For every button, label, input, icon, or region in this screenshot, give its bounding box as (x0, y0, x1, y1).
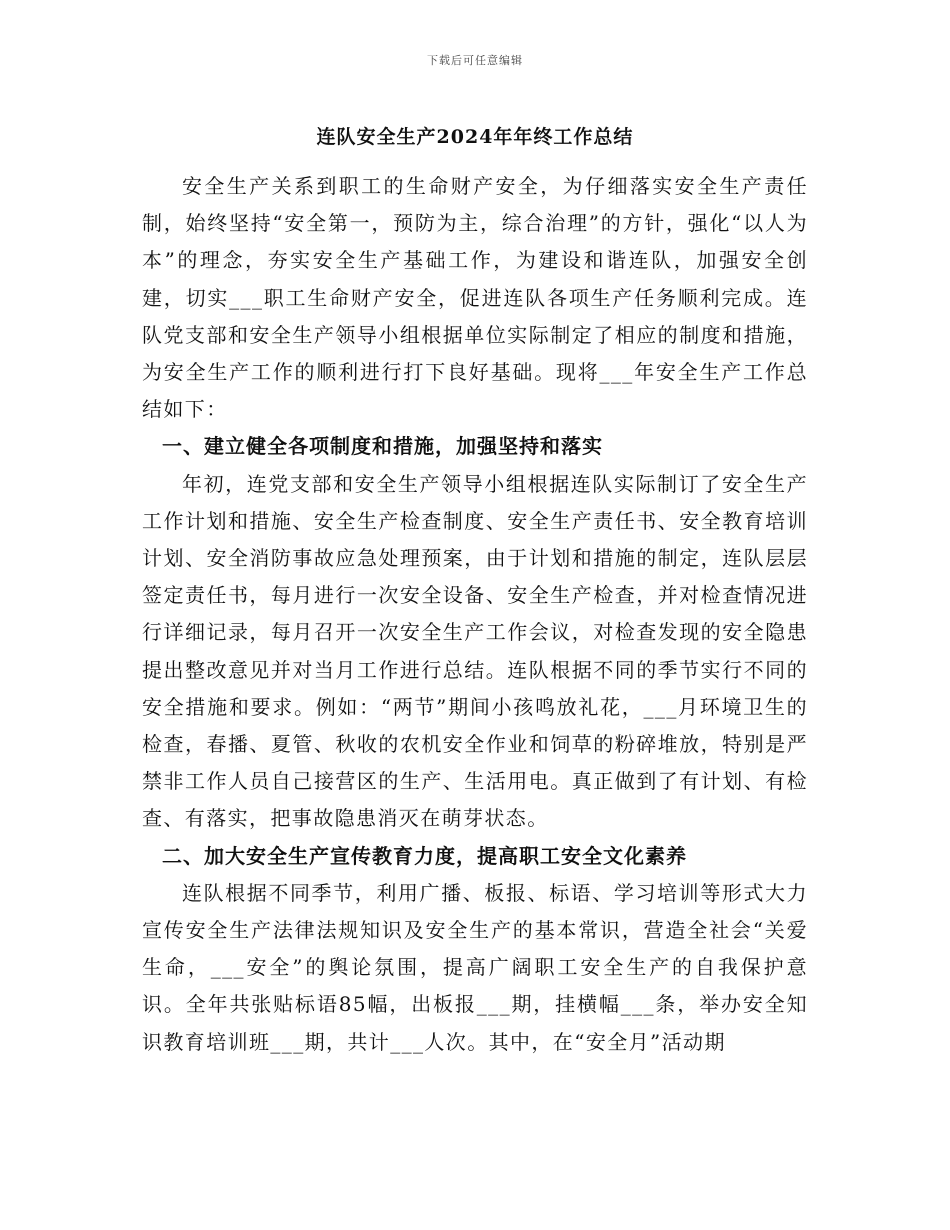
document-body (142, 168, 808, 1061)
paragraph-intro: 安全生产关系到职工的生命财产安全，为仔细落实安全生产责任制，始终坚持“安全第一，预防为主，综合治理”的方针，强化“以人为本”的理念，夯实安全生产基础工作，为建设和谐连队，加强安全创建，切实___职工生命财产安全，促进连队各项生产任务顺利完成。连队党支部和安全生产领导小组根据单位实际制定了相应的制度和措施，为安全生产工作的顺利进行打下良好基础。现将___年安全生产工作总结如下： (142, 174, 808, 422)
paragraph-section-2: 连队根据不同季节，利用广播、板报、标语、学习培训等形式大力宣传安全生产法律法规知识及安全生产的基本常识，营造全社会“关爱生命，___安全”的舆论氛围，提高广阔职工安全生产的自我保护意识。全年共张贴标语85幅，出板报___期，挂横幅___条，举办安全知识教育培训班___期，共计___人次。其中，在“安全月”活动期 (142, 880, 808, 1054)
section-heading-2: 二、加大安全生产宣传教育力度，提高职工安全文化素养 (162, 843, 687, 868)
document-title: 连队安全生产2024年年终工作总结 (316, 126, 634, 148)
section-heading-1: 一、建立健全各项制度和措施，加强坚持和落实 (162, 434, 603, 459)
paragraph-section-1: 年初，连党支部和安全生产领导小组根据连队实际制订了安全生产工作计划和措施、安全生产检查制度、安全生产责任书、安全教育培训计划、安全消防事故应急处理预案，由于计划和措施的制定，连队层层签定责任书，每月进行一次安全设备、安全生产检查，并对检查情况进行详细记录，每月召开一次安全生产工作会议，对检查发现的安全隐患提出整改意见并对当月工作进行总结。连队根据不同的季节实行不同的安全措施和要求。例如：“两节”期间小孩鸣放礼花，___月环境卫生的检查，春播、夏管、秋收的农机安全作业和饲草的粉碎堆放，特别是严禁非工作人员自己接营区的生产、生活用电。真正做到了有计划、有检查、有落实，把事故隐患消灭在萌芽状态。 (142, 471, 808, 831)
header-note: 下载后可任意编辑 (427, 54, 523, 67)
